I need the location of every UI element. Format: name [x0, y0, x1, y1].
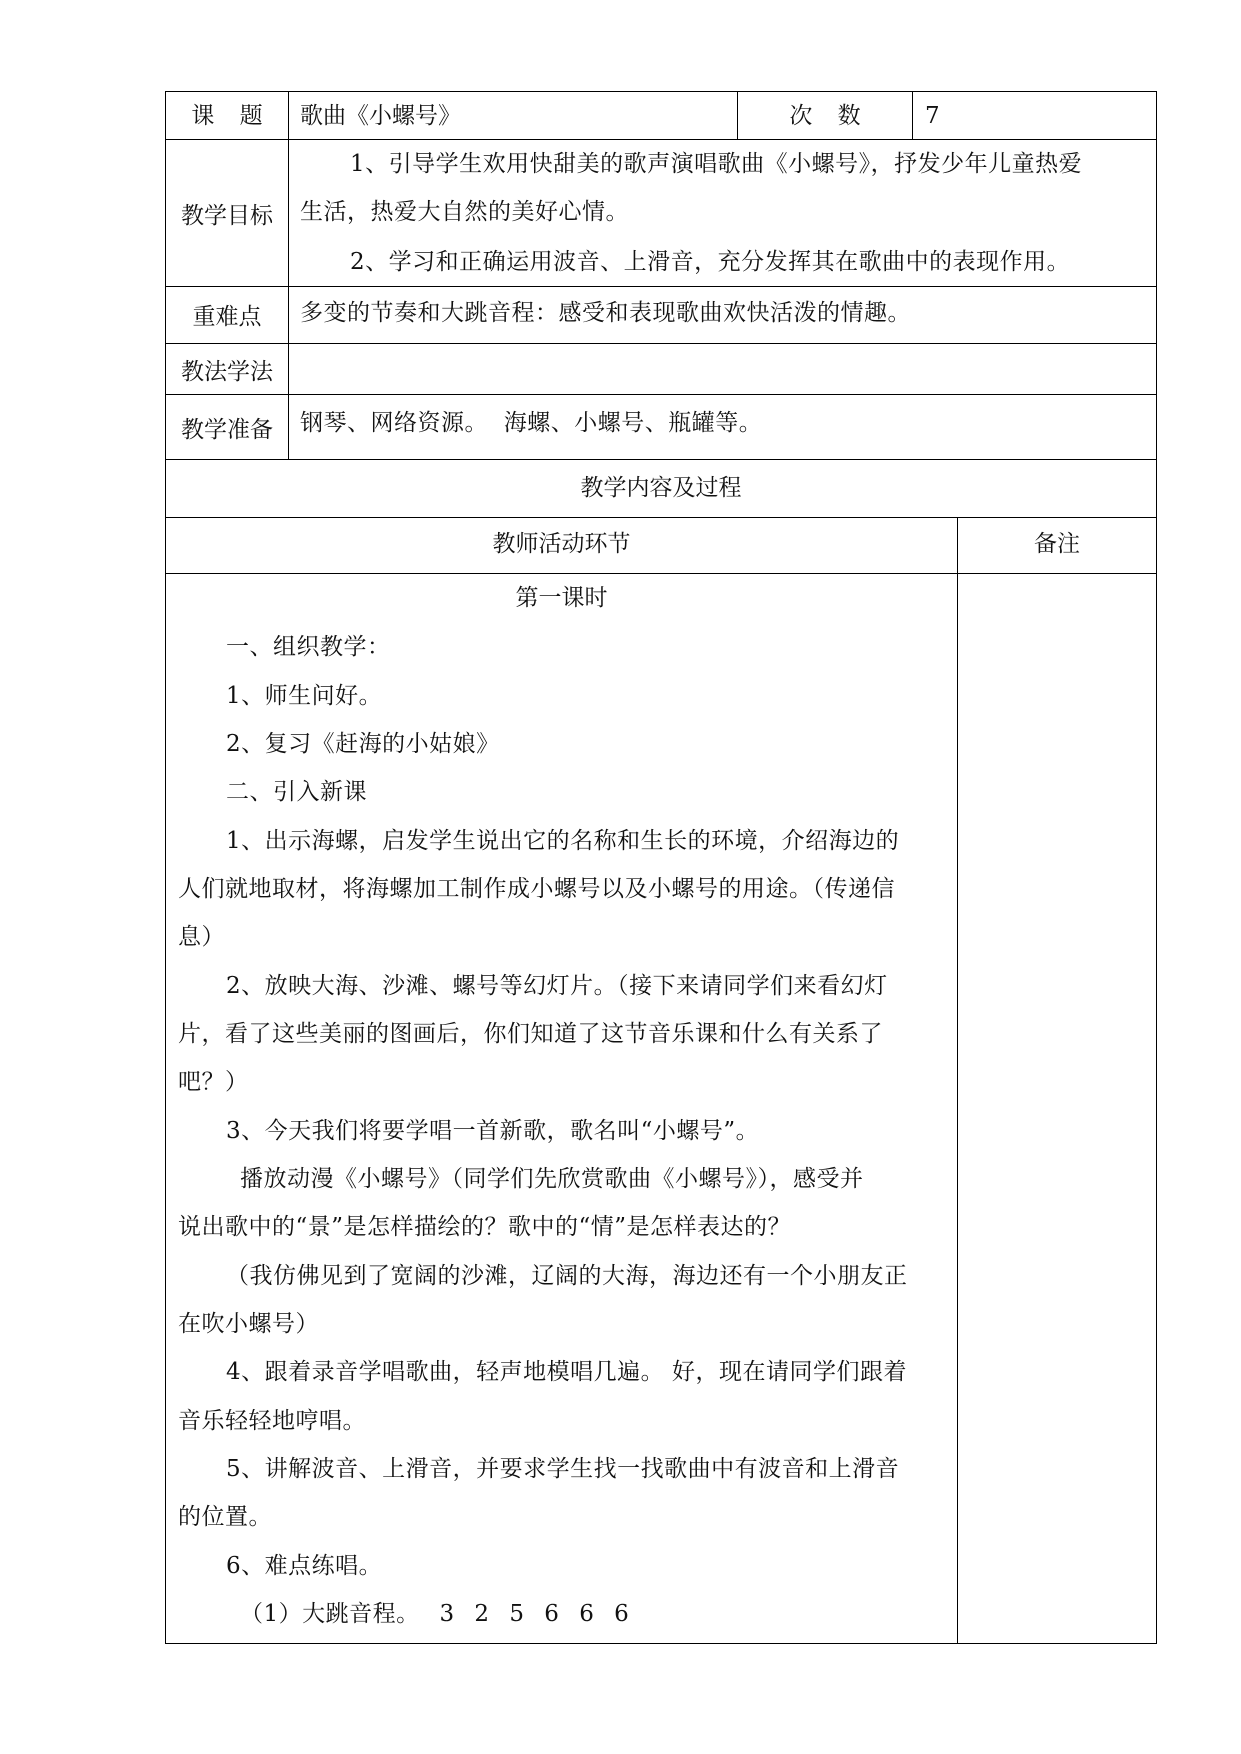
content-line-7: 人们就地取材，将海螺加工制作成小螺号以及小螺号的用途。（传递信 [178, 876, 895, 902]
content-line-16: 在吹小螺号） [178, 1311, 319, 1337]
preparation-value: 钢琴、网络资源。 海螺、小螺号、瓶罐等。 [300, 410, 763, 436]
header-divider-b [912, 91, 913, 140]
difficulty-label: 重难点 [192, 304, 262, 330]
notes-column-header: 备注 [1034, 531, 1080, 557]
table-border-bottom [165, 1643, 1157, 1644]
content-line-12: 3、今天我们将要学唱一首新歌，歌名叫“小螺号”。 [226, 1118, 760, 1144]
content-line-3: 1、师生问好。 [226, 683, 383, 709]
preparation-label: 教学准备 [181, 417, 273, 443]
content-line-21: 6、难点练唱。 [226, 1553, 383, 1579]
row-divider-6 [165, 517, 1157, 518]
table-border-top [165, 91, 1157, 92]
row-divider-4 [165, 394, 1157, 395]
count-value: 7 [925, 103, 940, 129]
label-column-divider [288, 91, 289, 460]
content-line-22: （1）大跳音程。 3 2 5 6 6 6 [240, 1601, 630, 1627]
count-label: 次 数 [789, 103, 861, 129]
content-line-14: 说出歌中的“景”是怎样描绘的？歌中的“情”是怎样表达的？ [178, 1214, 792, 1240]
row-divider-1 [165, 139, 1157, 140]
table-border-right [1156, 91, 1157, 1644]
content-line-4: 2、复习《赶海的小姑娘》 [226, 731, 500, 757]
content-line-20: 的位置。 [178, 1504, 272, 1530]
content-line-10: 片，看了这些美丽的图画后，你们知道了这节音乐课和什么有关系了 [178, 1021, 883, 1047]
objective-line-3: 2、学习和正确运用波音、上滑音，充分发挥其在歌曲中的表现作用。 [350, 249, 1071, 275]
content-line-11: 吧？） [178, 1069, 249, 1095]
row-divider-5 [165, 459, 1157, 460]
content-line-2: 一、组织教学： [226, 634, 391, 660]
topic-value: 歌曲《小螺号》 [300, 103, 461, 129]
content-line-18: 音乐轻轻地哼唱。 [178, 1408, 366, 1434]
content-line-19: 5、讲解波音、上滑音，并要求学生找一找歌曲中有波音和上滑音 [226, 1456, 900, 1482]
content-line-17: 4、跟着录音学唱歌曲，轻声地模唱几遍。 好，现在请同学们跟着 [226, 1359, 907, 1385]
activity-column-header: 教师活动环节 [492, 531, 631, 557]
section-title: 教学内容及过程 [580, 475, 742, 501]
row-divider-2 [165, 286, 1157, 287]
content-line-5: 二、引入新课 [226, 779, 367, 805]
notes-column-divider [957, 517, 958, 1644]
content-line-15: （我仿佛见到了宽阔的沙滩，辽阔的大海，海边还有一个小朋友正 [226, 1263, 908, 1289]
row-divider-3 [165, 343, 1157, 344]
content-line-6: 1、出示海螺，启发学生说出它的名称和生长的环境，介绍海边的 [226, 828, 900, 854]
objective-line-1: 1、引导学生欢用快甜美的歌声演唱歌曲《小螺号》，抒发少年儿童热爱 [350, 151, 1083, 177]
content-line-session-title: 第一课时 [515, 585, 608, 611]
content-line-8: 息） [178, 924, 225, 950]
difficulty-value: 多变的节奏和大跳音程：感受和表现歌曲欢快活泼的情趣。 [300, 300, 911, 326]
content-line-13: 播放动漫《小螺号》（同学们先欣赏歌曲《小螺号》），感受并 [240, 1166, 864, 1192]
methods-label: 教法学法 [181, 359, 273, 385]
objective-line-2: 生活，热爱大自然的美好心情。 [300, 199, 629, 225]
topic-label: 课 题 [191, 103, 263, 129]
objectives-label: 教学目标 [181, 203, 273, 229]
content-line-9: 2、放映大海、沙滩、螺号等幻灯片。（接下来请同学们来看幻灯 [226, 973, 888, 999]
row-divider-7 [165, 573, 1157, 574]
